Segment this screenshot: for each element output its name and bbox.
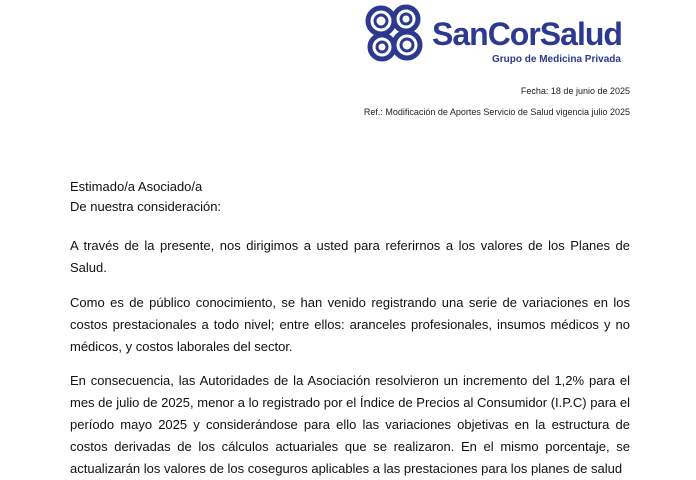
- greeting: Estimado/a Asociado/a: [70, 179, 203, 194]
- four-rings-logo-icon: [362, 4, 428, 64]
- letter-paragraph-2: Como es de público conocimiento, se han venido registrando una serie de variaciones en los costos prestacionales a todo nivel; entre ellos: aranceles profesionales, insumos médicos y no médicos, y costos laborales del sector.: [70, 295, 630, 354]
- letter-reference: Ref.: Modificación de Aportes Servicio de Salud vigencia julio 2025: [363, 107, 630, 117]
- company-logo: [362, 4, 642, 70]
- salutation: [70, 177, 221, 217]
- letter-paragraph-3: En consecuencia, las Autoridades de la Asociación resolvieron un incremento del 1,2% para el mes de julio de 2025, menor a lo registrado por el Índice de Precios al Consumidor (I.P.C) para el período mayo 2025 y considerándose para ello las variaciones objetivas en la estructura de costos derivadas de los cálculos actuariales que se realizaron. En el mismo porcentaje, se actualizarán los valores de los coseguros aplicables a las prestaciones para los planes de salud: [70, 373, 630, 476]
- letter-paragraph-1: A través de la presente, nos dirigimos a usted para referirnos a los valores de los Planes de Salud.: [70, 238, 630, 275]
- brand-tagline: Grupo de Medicina Privada: [492, 54, 621, 65]
- greeting-line-2: De nuestra consideración:: [70, 199, 222, 214]
- letter-date: Fecha: 18 de junio de 2025: [520, 86, 630, 96]
- brand-name: SanCorSalud: [432, 16, 622, 52]
